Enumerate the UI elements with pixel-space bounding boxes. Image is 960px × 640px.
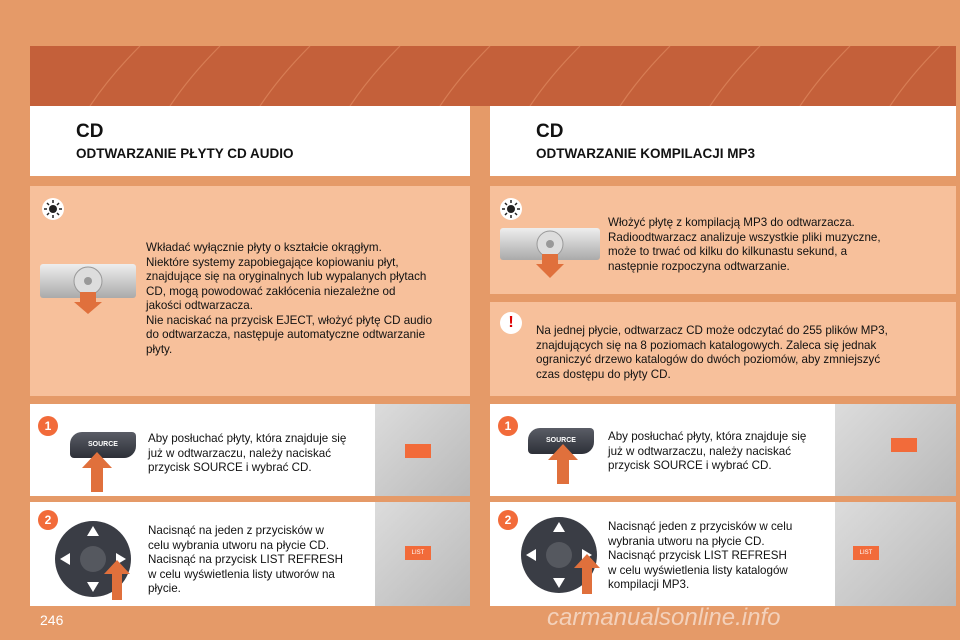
left-info-text: Wkładać wyłącznie płyty o kształcie okrągłym. Niektóre systemy zapobiegające kopiowaniu płyt, znajdujące się na oryginalnych lub wypalanych płytach CD, mogą powodować zakłócenia niezależne od jakości odtwarzacza. Nie naciskać na przycisk EJECT, włożyć płytę CD audio do odtwarzacza, następuje automatyczne odtwarzanie płyty. [146,241,433,356]
radio-photo [375,502,470,606]
right-subtitle: ODTWARZANIE KOMPILACJI MP3 [536,146,756,161]
left-heading [30,106,470,176]
radio-photo [375,404,470,496]
right-info-text: Włożyć płytę z kompilacją MP3 do odtwarzacza. Radioodtwarzacz analizuje wszystkie pliki muzyczne, może to trwać od kilku do kilkunastu sekund, a następnie rozpoczyna odtwarzanie. [608,216,881,273]
right-info-panel [490,186,956,294]
sun-icon [500,198,522,220]
left-step-2-text: Nacisnąć na jeden z przycisków w celu wybrania utworu na płycie CD. Nacisnąć na przycisk LIST REFRESH w celu wyświetlenia listy utworów na płycie. [148,524,344,595]
right-heading [490,106,956,176]
arrow-up-icon [82,452,112,492]
right-warning-text: Na jednej płycie, odtwarzacz CD może odczytać do 255 plików MP3, znajdujących się na 8 poziomach katalogowych. Zaleca się jednak ograniczyć drzewo katalogów do dwóch poziomów, aby zmniejszyć czas dostępu do płyty CD. [536,324,888,381]
right-step-2-text: Nacisnąć jeden z przycisków w celu wybrania utworu na płycie CD. Nacisnąć przycisk LIST REFRESH w celu wyświetlenia listy katalogów kompilacji MP3. [608,520,793,591]
step-number: 2 [38,510,58,530]
radio-photo [835,502,956,606]
right-step-1-text: Aby posłuchać płyty, która znajduje się już w odtwarzaczu, należy naciskać przycisk SOURCE i wybrać CD. [608,430,807,472]
source-button-illustration: SOURCE [528,428,594,454]
radio-photo [835,404,956,496]
source-button-illustration: SOURCE [70,432,136,458]
radio-button-highlight [891,438,917,452]
list-button-highlight: LIST [853,546,879,560]
watermark: carmanualsonline.info [547,604,781,631]
step-number: 1 [38,416,58,436]
left-step-2 [30,502,470,606]
cd-player-illustration [40,264,136,298]
step-number: 2 [498,510,518,530]
radio-button-highlight [405,444,431,458]
banner-pattern [30,46,956,106]
arrow-up-icon [548,444,578,484]
arrow-up-icon [104,560,130,600]
sun-icon [42,198,64,220]
left-subtitle: ODTWARZANIE PŁYTY CD AUDIO [76,146,294,161]
cd-player-illustration [500,228,600,260]
header-banner [30,46,956,106]
left-info-panel [30,186,470,396]
right-warning-panel [490,302,956,396]
arrow-up-icon [574,554,600,594]
right-step-1 [490,404,956,496]
right-step-2 [490,502,956,606]
left-step-1 [30,404,470,496]
right-title: CD [536,121,564,142]
left-step-1-text: Aby posłuchać płyty, która znajduje się już w odtwarzaczu, należy naciskać przycisk SOURCE i wybrać CD. [148,432,347,474]
list-button-highlight: LIST [405,546,431,560]
step-number: 1 [498,416,518,436]
warning-icon: ! [500,312,522,334]
left-title: CD [76,121,104,142]
page-number: 246 [40,612,64,628]
